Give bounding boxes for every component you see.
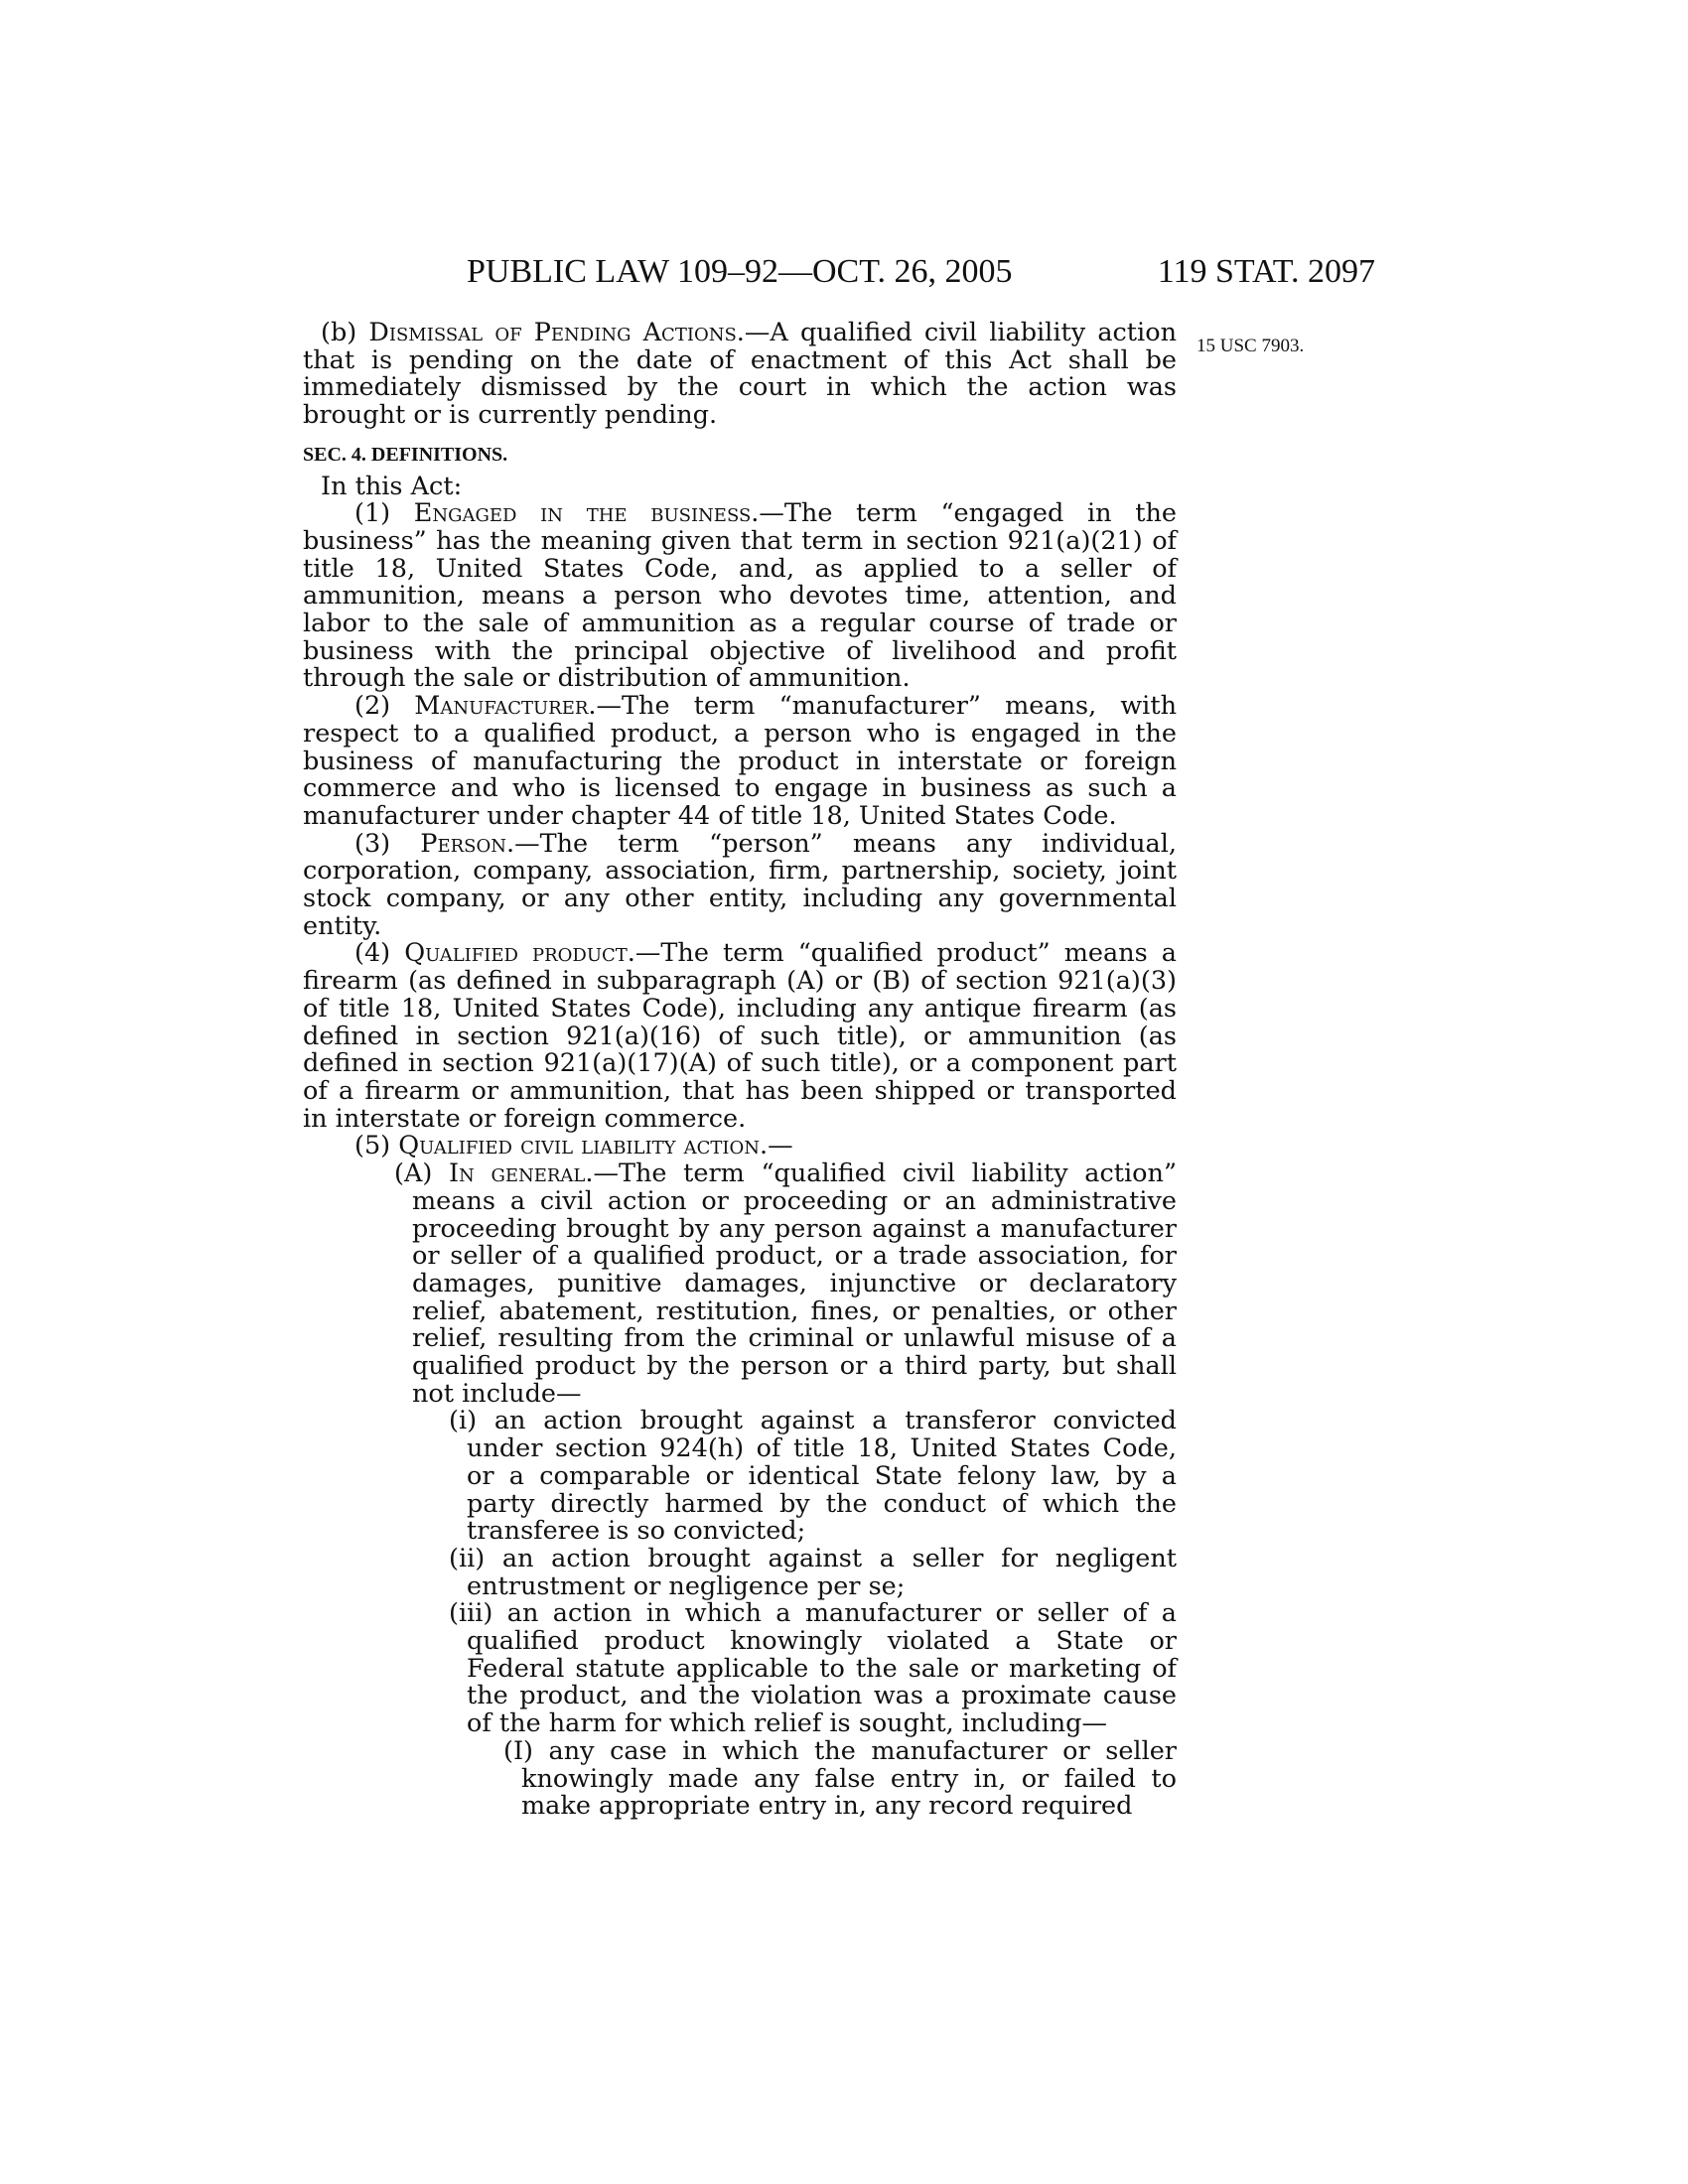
definition-5-A-text: —The term “qualified civil liability action” means a civil action or proceeding or an administrative proceeding brought by any person against a manufacturer or seller of a qualified product, or a trade association, for damages, punitive damages, injunctive or declaratory relief, abatement, restitution, fines, or penalties, or other relief, resulting from the criminal or unlawful misuse of a qualified product by the person or a third party, but shall not include— [412,1159,1177,1409]
definition-3-text: —The term “person” means any individual, corporation, company, association, firm, partnership, society, joint stock company, or any other entity, including any governmental entity. [303,828,1177,941]
definition-2-heading: Manufacturer. [414,691,597,722]
definition-1 [303,500,1177,693]
subsection-b-heading: Dismissal of Pending Actions. [368,318,745,347]
definition-1-number: (1) [354,498,414,529]
definition-1-heading: Engaged in the business. [413,498,760,529]
definition-3-heading: Person. [420,828,515,859]
clause-i: (i) an action brought against a transferor convicted under section 924(h) of title 18, United States Code, or a comparable or identical State felony law, by a party directly harmed by the conduct of which the transferee is so convicted; [449,1406,1177,1547]
page-header [467,250,1375,294]
clause-iii: (iii) an action in which a manufacturer or seller of a qualified product knowingly violated a State or Federal statute applicable to the sale or marketing of the product, and the violation was a proximate cause of the harm for which relief is sought, including— [449,1598,1177,1739]
definition-5-A [303,1160,1177,1408]
margin-citation: 15 USC 7903. [1196,336,1305,356]
definition-2-text: —The term “manufacturer” means, with respect to a qualified product, a person who is engaged in the business of manufacturing the product in interstate or foreign commerce and who is licensed to engage in business as such a manufacturer under chapter 44 of title 18, United States Code. [303,691,1177,831]
definition-5-A-heading: In general. [448,1159,594,1189]
definition-5 [303,1133,1177,1160]
definition-3-number: (3) [354,828,421,859]
clause-ii: (ii) an action brought against a seller for negligent entrustment or negligence per se; [449,1543,1177,1601]
definition-4 [303,940,1177,1133]
definition-5-dash: — [768,1131,793,1161]
header-public-law: PUBLIC LAW 109–92—OCT. 26, 2005 [467,253,1013,290]
definition-4-heading: Qualified product. [404,938,635,969]
subsection-b [303,320,1177,430]
subsection-b-number: (b) [321,318,369,347]
subclause-I: (I) any case in which the manufacturer or seller knowingly made any false entry in, or failed to make appropriate entry in, any record required [503,1735,1177,1822]
definitions-intro: In this Act: [321,471,463,501]
definition-5-number: (5) [354,1131,399,1161]
document-body [303,320,1177,1821]
subsection-b-text: —A qualified civil liability action that is pending on the date of enactment of this Act shall be immediately dismissed by the court in which the action was brought or is currently pending. [303,318,1177,431]
definition-3 [303,828,1177,941]
section-4-title: SEC. 4. DEFINITIONS. [303,443,508,466]
definition-1-text: —The term “engaged in the business” has the meaning given that term in section 921(a)(21) of title 18, United States Code, and, as applied to a seller of ammunition, means a person who devotes time, attention, and labor to the sale of ammunition as a regular course of trade or business with the principal objective of livelihood and profit through the sale or distribution of ammunition. [303,498,1177,694]
definition-4-text: —The term “qualified product” means a firearm (as defined in subparagraph (A) or (B) of section 921(a)(3) of title 18, United States Code), including any antique firearm (as defined in section 921(a)(16) of such title), or ammunition (as defined in section 921(a)(17)(A) of such title), or a component part of a firearm or ammunition, that has been shipped or transported in interstate or foreign commerce. [303,938,1177,1134]
definition-2 [303,693,1177,831]
definition-5-A-number: (A) [394,1159,449,1189]
definition-4-number: (4) [354,938,405,969]
definition-5-heading: Qualified civil liability action. [398,1131,769,1161]
header-statute-page: 119 STAT. 2097 [1157,253,1375,290]
definition-2-number: (2) [354,691,415,722]
